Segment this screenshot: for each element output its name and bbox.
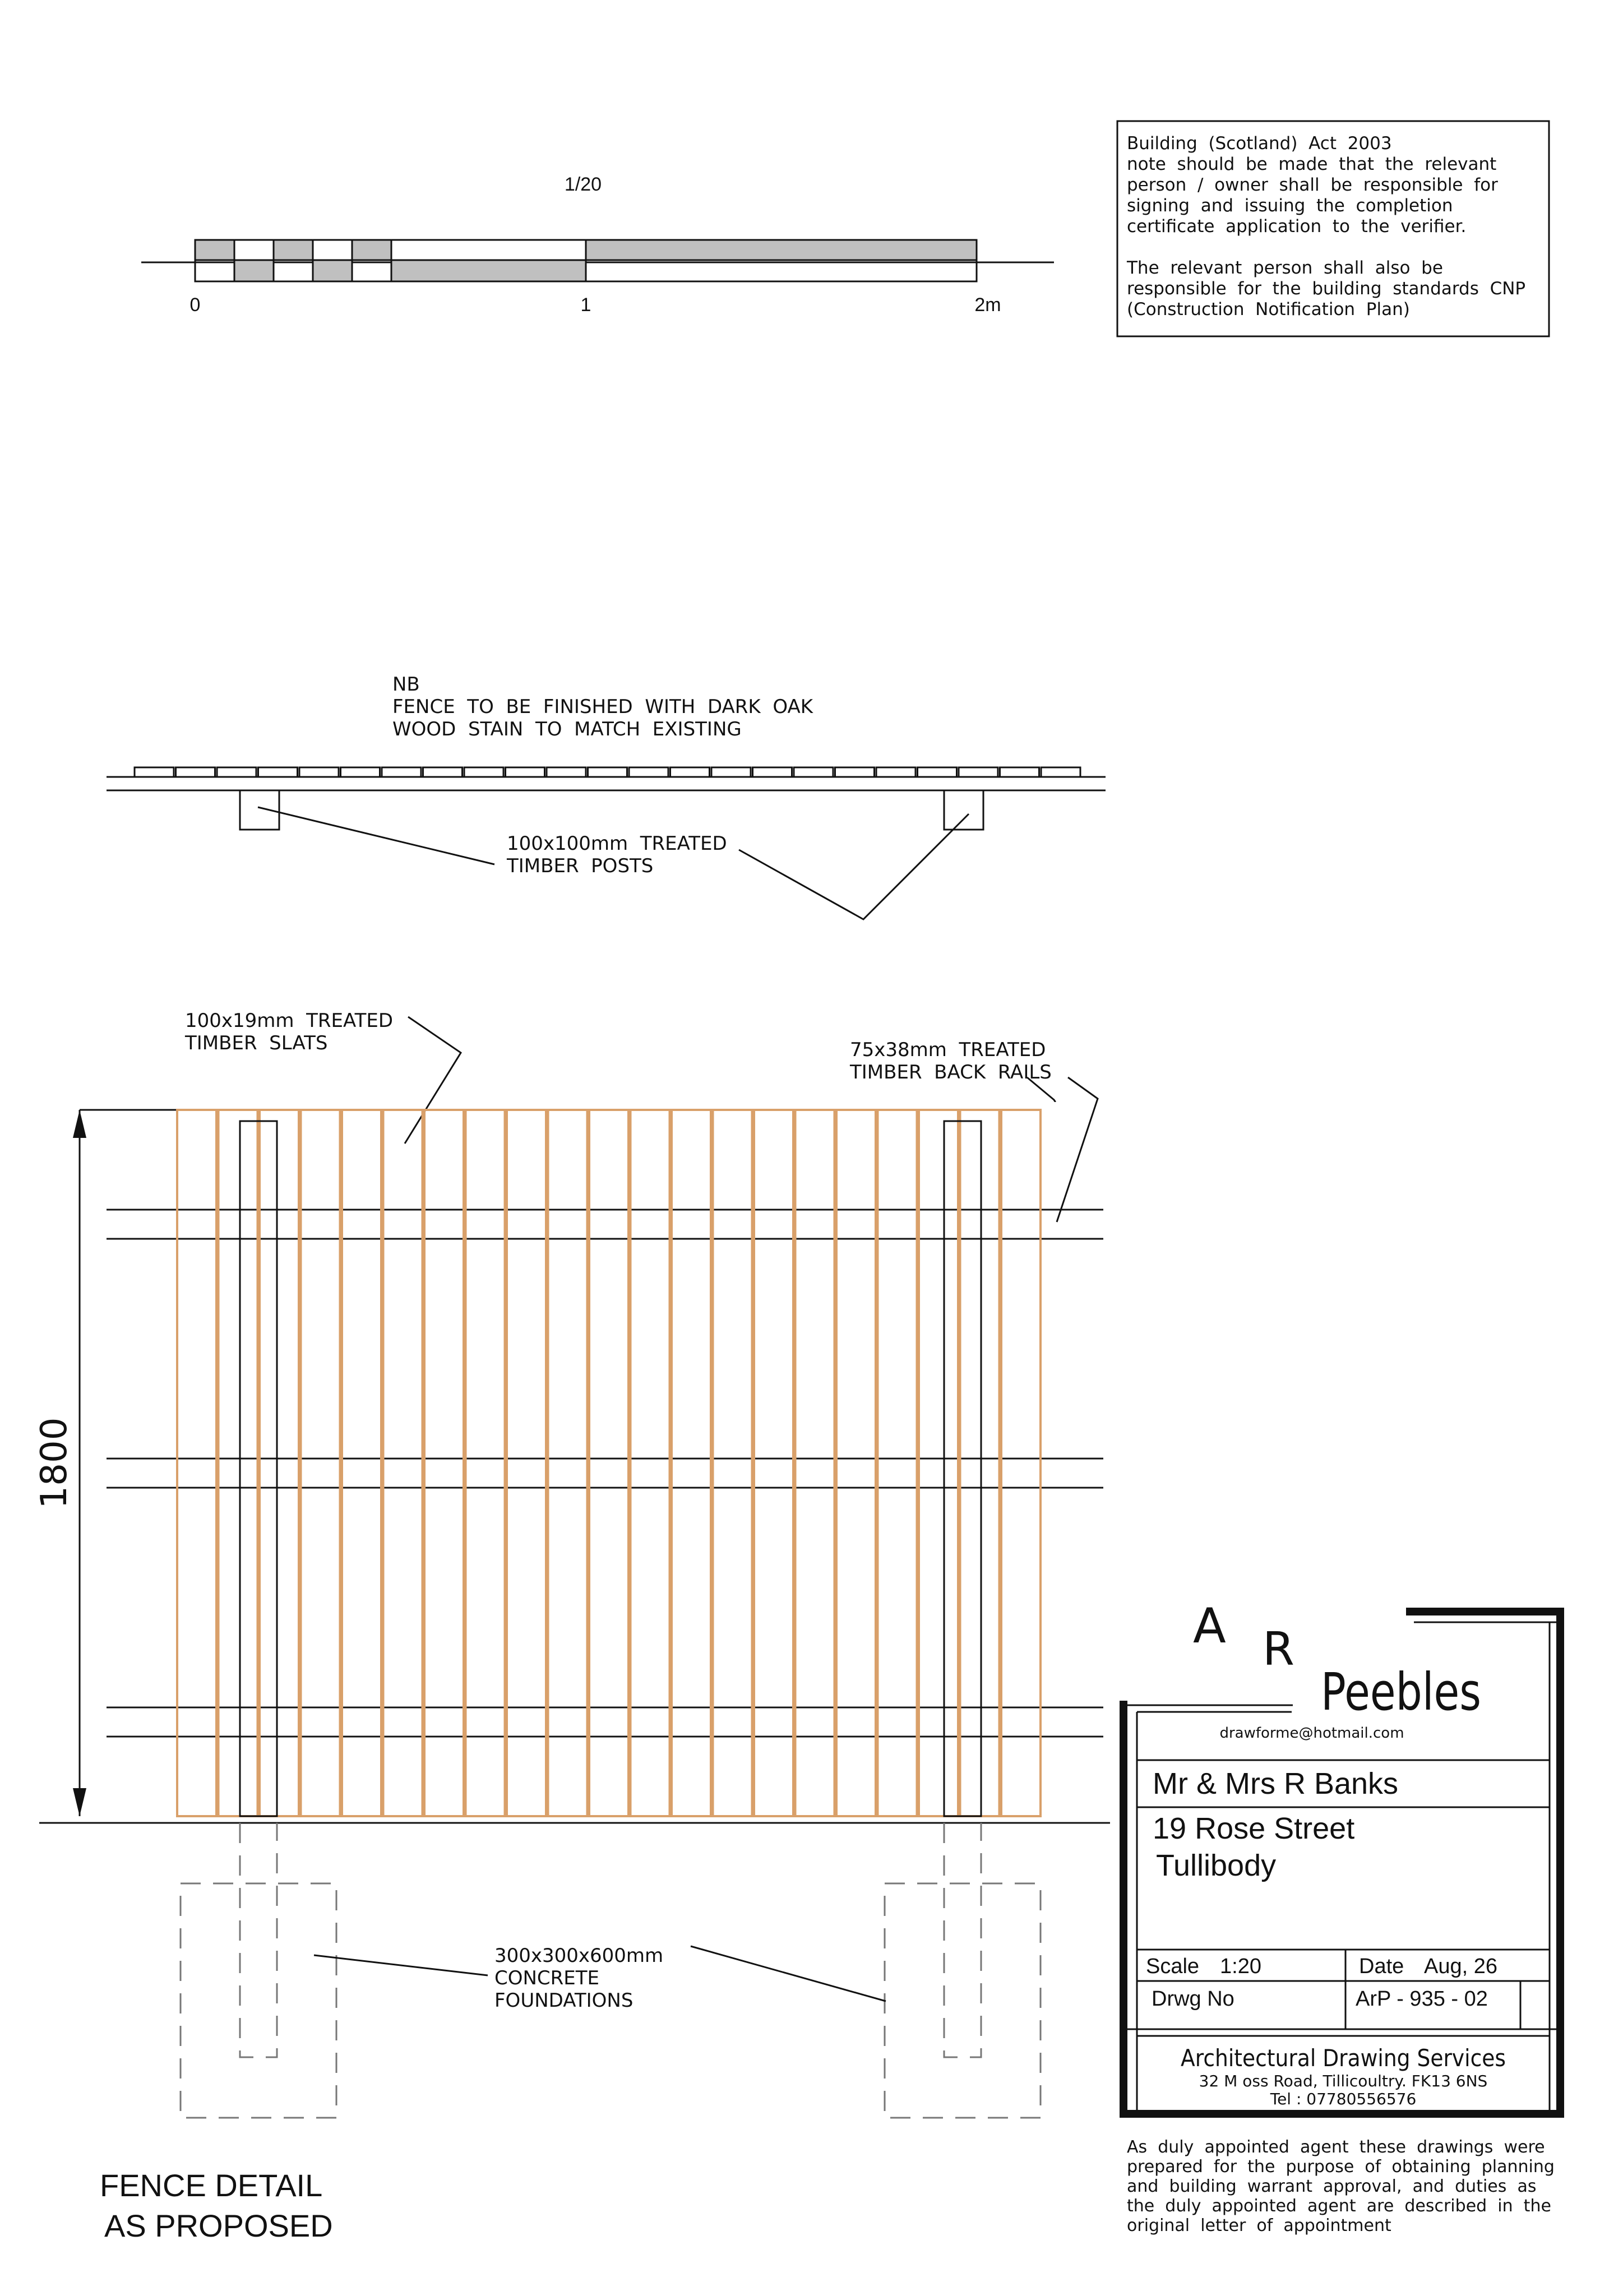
plan-slat (629, 767, 668, 777)
timber-slat (631, 1110, 670, 1816)
plan-slat (711, 767, 751, 777)
finish-note-line-1: NB (392, 673, 420, 696)
scale-value: 1:20 (1220, 1955, 1261, 1978)
building-note-line-1: Building (Scotland) Act 2003 (1127, 133, 1392, 154)
plan-slat (423, 767, 463, 777)
scale-tick-2m: 2m (974, 294, 1001, 316)
address-line2: Tullibody (1156, 1849, 1277, 1882)
title-block (1120, 1598, 1564, 2118)
timber-slat (672, 1110, 711, 1816)
rails-label-line-2: TIMBER BACK RAILS (850, 1061, 1052, 1084)
timber-slat (1001, 1110, 1041, 1816)
plan-slat (918, 767, 957, 777)
posts-label-line-1: 100x100mm TREATED (507, 832, 727, 855)
rails-label-line-1: 75x38mm TREATED (850, 1039, 1046, 1061)
post-left-footing (240, 1823, 277, 2057)
drawing-title-line2: AS PROPOSED (104, 2208, 333, 2243)
building-note-line-3: person / owner shall be responsible for (1127, 175, 1498, 195)
timber-slat (260, 1110, 299, 1816)
logo-letter-a: A (1193, 1598, 1226, 1654)
timber-slat (836, 1110, 876, 1816)
timber-slat (383, 1110, 423, 1816)
timber-slat (301, 1110, 340, 1816)
plan-slat (341, 767, 380, 777)
email: drawforme@hotmail.com (1219, 1725, 1404, 1742)
finish-note (392, 673, 814, 740)
timber-slat (219, 1110, 258, 1816)
building-note-line-2: note should be made that the relevant (1127, 154, 1497, 174)
plan-slat (753, 767, 792, 777)
foundation-label-line-3: FOUNDATIONS (494, 1989, 634, 2012)
concrete-foundation-left (181, 1823, 336, 2118)
concrete-foundation-right (885, 1823, 1041, 2118)
plan-post-left (240, 790, 279, 830)
client-name: Mr & Mrs R Banks (1153, 1767, 1399, 1800)
timber-slat (960, 1110, 1000, 1816)
foundation-label (494, 1945, 663, 2012)
frame-bottom-bar (1120, 2110, 1564, 2118)
foundation-label-line-1: 300x300x600mm (494, 1945, 664, 1967)
plan-slat (217, 767, 256, 777)
scale-tick-1: 1 (580, 294, 591, 316)
height-dimension-text: 1800 (34, 1417, 75, 1509)
elevation-labels (184, 1010, 1052, 1084)
plan-slat (876, 767, 915, 777)
scale-tick-0: 0 (189, 294, 201, 316)
plan-slat (1000, 767, 1039, 777)
plan-post-right (944, 790, 983, 830)
scale-cell-5 (352, 240, 391, 260)
plan-slat (299, 767, 339, 777)
elevation-post-right (944, 1121, 981, 1816)
plan-slat (959, 767, 998, 777)
plan-slat (588, 767, 627, 777)
timber-slat (342, 1110, 381, 1816)
company-name: Architectural Drawing Services (1181, 2044, 1506, 2072)
timber-slat (548, 1110, 588, 1816)
scale-cell-7 (586, 240, 977, 260)
drawing-no-label: Drwg No (1152, 1987, 1234, 2011)
finish-note-line-2: FENCE TO BE FINISHED WITH DARK OAK (392, 696, 813, 718)
timber-slat (754, 1110, 793, 1816)
fence-plan-view (107, 673, 1106, 919)
timber-slat (177, 1110, 216, 1816)
agent-note (1127, 2137, 1555, 2235)
building-note-line-7: The relevant person shall also be (1127, 258, 1443, 278)
plan-slat (1041, 767, 1080, 777)
agent-note-line-5: original letter of appointment (1127, 2216, 1391, 2235)
timber-slat (466, 1110, 505, 1816)
plan-slat (835, 767, 875, 777)
plan-slat (506, 767, 545, 777)
scale-cell-6 (391, 260, 586, 281)
plan-slat (464, 767, 503, 777)
timber-slat (796, 1110, 835, 1816)
posts-leader-left (258, 807, 494, 864)
plan-slat (794, 767, 833, 777)
building-note-line-8: responsible for the building standards CNP (1127, 279, 1526, 299)
address-line1: 19 Rose Street (1153, 1812, 1355, 1845)
foundation-leader-left (314, 1955, 488, 1975)
foundation-left-outline (181, 1883, 336, 2118)
dimension-arrow-bottom (73, 1788, 86, 1816)
posts-label (506, 832, 727, 877)
timber-slat (424, 1110, 464, 1816)
frame-top-bar (1406, 1608, 1564, 1615)
frame-right-bar (1556, 1608, 1564, 2118)
rails-leader (1057, 1077, 1098, 1222)
plan-slat (176, 767, 215, 777)
dimension-arrow-top (73, 1110, 86, 1138)
timber-slat (878, 1110, 917, 1816)
scale-label: Scale (1146, 1955, 1200, 1978)
frame-left-bar (1120, 1701, 1127, 2118)
building-note-text (1126, 133, 1525, 320)
scale-bar (141, 174, 1054, 316)
building-note-line-5: certificate application to the verifier. (1127, 216, 1467, 237)
timber-slat (589, 1110, 628, 1816)
agent-note-line-1: As duly appointed agent these drawings were (1127, 2137, 1545, 2157)
finish-note-line-3: WOOD STAIN TO MATCH EXISTING (392, 718, 742, 740)
plan-slat (671, 767, 710, 777)
foundation-leader-right (691, 1946, 886, 2001)
building-note-line-9: (Construction Notification Plan) (1127, 299, 1410, 320)
plan-slat (135, 767, 174, 777)
timber-slat (713, 1110, 752, 1816)
agent-note-line-4: the duly appointed agent are described in the (1127, 2196, 1551, 2216)
logo-letter-r: R (1263, 1623, 1294, 1676)
agent-note-line-3: and building warrant approval, and duties as (1127, 2177, 1537, 2196)
scale-bar-cells (195, 240, 977, 281)
timber-slat (919, 1110, 958, 1816)
scale-bar-label: 1/20 (564, 174, 602, 195)
scale-cell-2 (234, 260, 274, 281)
date-value: Aug, 26 (1424, 1955, 1497, 1978)
plan-slat (258, 767, 298, 777)
company-tel: Tel : 07780556576 (1270, 2090, 1417, 2108)
company-address: 32 M oss Road, Tillicoultry. FK13 6NS (1199, 2072, 1488, 2090)
foundation-label-line-2: CONCRETE (494, 1967, 600, 1989)
building-note-line-4: signing and issuing the completion (1127, 196, 1453, 216)
slats-leader (405, 1017, 461, 1144)
logo-peebles: Peebles (1321, 1662, 1481, 1722)
building-act-note (1117, 121, 1549, 336)
slats-label-line-1: 100x19mm TREATED (185, 1010, 394, 1032)
scale-cell-1 (195, 240, 234, 260)
post-right-footing (944, 1823, 981, 2057)
foundation-right-outline (885, 1883, 1041, 2118)
drawing-title-line1: FENCE DETAIL (100, 2168, 323, 2203)
agent-note-line-2: prepared for the purpose of obtaining planning (1127, 2157, 1555, 2177)
plan-slats (135, 767, 1080, 777)
posts-label-line-2: TIMBER POSTS (507, 855, 654, 877)
timber-slat (507, 1110, 546, 1816)
plan-slat (382, 767, 421, 777)
fence-elevation (34, 1010, 1110, 2118)
posts-leader-right (739, 814, 969, 919)
back-rails (107, 1210, 1103, 1737)
scale-cell-3 (274, 240, 313, 260)
plan-slat (547, 767, 586, 777)
date-label: Date (1359, 1955, 1404, 1978)
drawing-no-value: ArP - 935 - 02 (1356, 1987, 1488, 2011)
slats-label-line-2: TIMBER SLATS (185, 1032, 328, 1054)
scale-cell-4 (313, 260, 352, 281)
timber-slats (177, 1110, 1041, 1816)
